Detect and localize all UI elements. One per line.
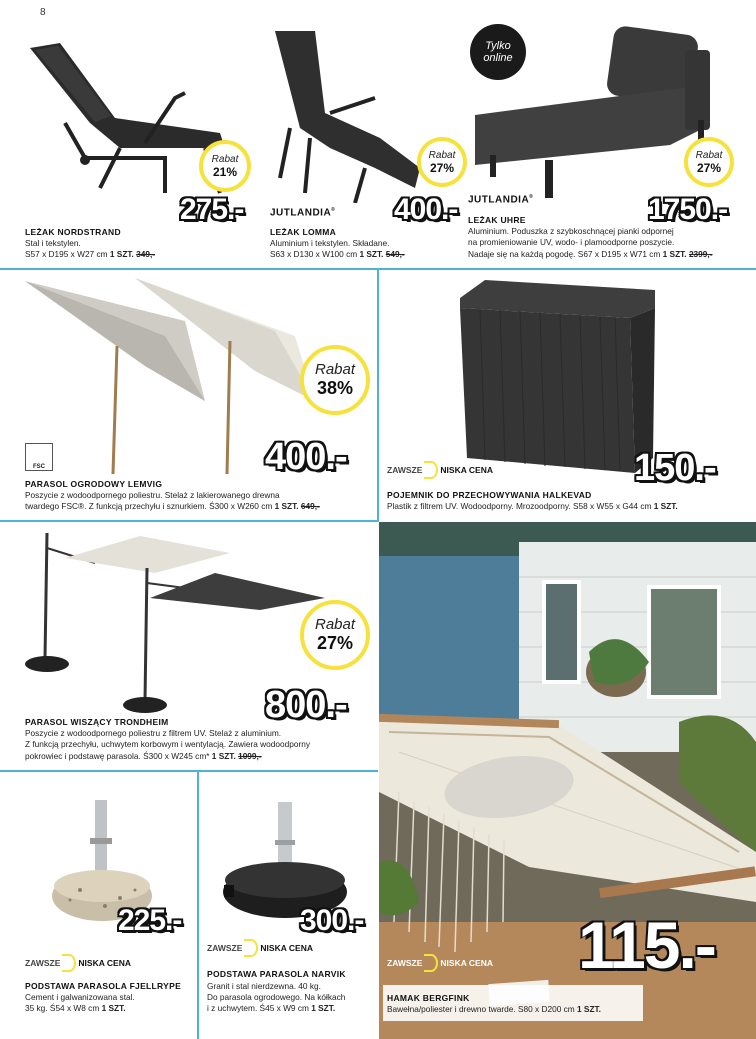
nordstrand-desc-2: [25, 249, 155, 260]
rabat-value: 38%: [316, 378, 354, 398]
qty: 1 SZT.: [274, 501, 299, 511]
narvik-desc-1: Granit i stal nierdzewna. 40 kg.: [207, 981, 321, 991]
qty: 1 SZT.: [577, 1004, 601, 1014]
lomma-price: 400.-: [394, 193, 458, 226]
uhre-desc-3: [468, 249, 712, 260]
trondheim-desc-3: [25, 751, 262, 762]
yellow-arc-icon: [424, 954, 438, 972]
qty: 1 SZT.: [211, 751, 236, 761]
yellow-arc-icon: [62, 954, 76, 972]
fsc-logo: FSC: [25, 443, 53, 471]
rabat-value: 27%: [696, 160, 722, 175]
narvik-always-low-badge: [207, 939, 313, 957]
divider-row2: [0, 520, 378, 522]
lomma-desc-2: [270, 249, 405, 260]
fjellrype-desc-1: Cement i galwanizowana stal.: [25, 992, 135, 1002]
uhre-desc-2: na promieniowanie UV, wodo- i plamoodporne poszycie.: [468, 237, 675, 247]
lomma-desc-1: Aluminium i tekstylen. Składane.: [270, 238, 390, 248]
uhre-price: 1750.-: [648, 193, 728, 226]
lemvig-title: PARASOL OGRODOWY LEMVIG: [25, 479, 163, 489]
rabat-label: Rabat: [314, 361, 356, 378]
qty: 1 SZT.: [653, 501, 678, 511]
niska-cena-text: NISKA CENA: [440, 958, 493, 968]
halkevad-desc-1: [387, 501, 678, 512]
rabat-value: 27%: [316, 633, 354, 653]
rabat-value: 27%: [429, 160, 455, 175]
lemvig-price: 400.-: [265, 436, 347, 478]
bergfink-always-low-badge: [387, 954, 493, 972]
qty: 1 SZT.: [359, 249, 384, 259]
old-price: 1099,-: [238, 751, 262, 761]
dims: Nadaje się na każdą pogodę. S67 x D195 x W71 cm: [468, 249, 661, 259]
dims: Bawełna/poliester i drewno twarde. S80 x D200 cm: [387, 1004, 575, 1014]
fjellrype-price: 225.-: [118, 904, 182, 937]
lemvig-desc-1: Poszycie z wodoodpornego poliestru. Stelaż z lakierowanego drewna: [25, 490, 280, 500]
dims: S63 x D130 x W100 cm: [270, 249, 358, 259]
bergfink-text-panel: [383, 985, 643, 1021]
old-price: 649,-: [300, 501, 320, 511]
niska-cena-text: NISKA CENA: [440, 465, 493, 475]
divider-col-row2: [377, 268, 379, 522]
bergfink-desc-1: [387, 1004, 601, 1015]
dims: S57 x D195 x W27 cm: [25, 249, 108, 259]
narvik-price: 300.-: [300, 904, 364, 937]
dims: 35 kg. Ś54 x W8 cm: [25, 1003, 100, 1013]
trondheim-rabat-badge: [300, 600, 370, 670]
rabat-label: Rabat: [695, 149, 723, 161]
halkevad-price: 150.-: [634, 447, 716, 489]
nordstrand-price: 275.-: [180, 193, 244, 226]
brand-text: JUTLANDIA: [270, 207, 332, 219]
trondheim-title: PARASOL WISZĄCY TRONDHEIM: [25, 717, 169, 727]
uhre-rabat-badge: [684, 137, 734, 187]
fjellrype-always-low-badge: [25, 954, 131, 972]
divider-col-row4: [197, 770, 199, 1039]
old-price: 549,-: [385, 249, 405, 259]
trondheim-price: 800.-: [265, 684, 347, 726]
halkevad-image: [455, 278, 660, 478]
zawsze-text: ZAWSZE: [207, 943, 243, 953]
halkevad-always-low-badge: [387, 461, 493, 479]
nordstrand-desc-1: Stal i tekstylen.: [25, 238, 81, 248]
rabat-label: Rabat: [428, 149, 456, 161]
brand-text: JUTLANDIA: [468, 194, 530, 206]
lemvig-desc-2: [25, 501, 320, 512]
badge-line-1: Tylko: [485, 40, 511, 52]
trondheim-desc-1: Poszycie z wodoodpornego poliestru z filtrem UV. Stelaż z aluminium.: [25, 728, 282, 738]
niska-cena-text: NISKA CENA: [78, 958, 131, 968]
dims: pokrowiec i podstawę parasola. Ś300 x W245 cm*: [25, 751, 210, 761]
fjellrype-desc-2: [25, 1003, 126, 1014]
narvik-desc-3: [207, 1003, 335, 1014]
qty: 1 SZT.: [662, 249, 687, 259]
page-number: 8: [40, 7, 46, 18]
dims: twardego FSC®. Z funkcją przechyłu i sznurkiem. Ś300 x W260 cm: [25, 501, 273, 511]
badge-line-2: online: [483, 52, 513, 64]
old-price: 349,-: [136, 249, 156, 259]
nordstrand-rabat-badge: [199, 140, 251, 192]
qty: 1 SZT.: [101, 1003, 126, 1013]
uhre-desc-1: Aluminium. Poduszka z szybkoschnącej pianki odpornej: [468, 226, 674, 236]
niska-cena-text: NISKA CENA: [260, 943, 313, 953]
bergfink-title: HAMAK BERGFINK: [387, 993, 470, 1003]
uhre-title: LEŻAK UHRE: [468, 215, 526, 225]
lomma-rabat-badge: [417, 137, 467, 187]
yellow-arc-icon: [244, 939, 258, 957]
dims: i z uchwytem. Ś45 x W9 cm: [207, 1003, 309, 1013]
lomma-image: [270, 28, 430, 203]
divider-row3: [0, 770, 378, 772]
trondheim-desc-2: Z funkcją przechyłu, uchwytem korbowym i wentylacją. Zawiera wodoodporny: [25, 739, 310, 749]
lemvig-rabat-badge: [300, 345, 370, 415]
zawsze-text: ZAWSZE: [25, 958, 61, 968]
yellow-arc-icon: [424, 461, 438, 479]
dims: Plastik z filtrem UV. Wodoodporny. Mrozoodporny. S58 x W55 x G44 cm: [387, 501, 652, 511]
qty: 1 SZT.: [311, 1003, 336, 1013]
fjellrype-title: PODSTAWA PARASOLA FJELLRYPE: [25, 981, 182, 991]
zawsze-text: ZAWSZE: [387, 958, 423, 968]
rabat-label: Rabat: [314, 616, 356, 633]
bergfink-price: 115.-: [578, 908, 715, 982]
zawsze-text: ZAWSZE: [387, 465, 423, 475]
lomma-brand: JUTLANDIA®: [270, 207, 336, 219]
nordstrand-title: LEŻAK NORDSTRAND: [25, 227, 121, 237]
rabat-label: Rabat: [211, 153, 239, 165]
uhre-image: [470, 25, 715, 200]
narvik-title: PODSTAWA PARASOLA NARVIK: [207, 969, 346, 979]
qty: 1 SZT.: [109, 249, 134, 259]
halkevad-title: POJEMNIK DO PRZECHOWYWANIA HALKEVAD: [387, 490, 592, 500]
lomma-title: LEŻAK LOMMA: [270, 227, 337, 237]
narvik-desc-2: Do parasola ogrodowego. Na kółkach: [207, 992, 346, 1002]
rabat-value: 21%: [212, 164, 238, 179]
uhre-brand: JUTLANDIA®: [468, 194, 534, 206]
old-price: 2399,-: [688, 249, 713, 259]
